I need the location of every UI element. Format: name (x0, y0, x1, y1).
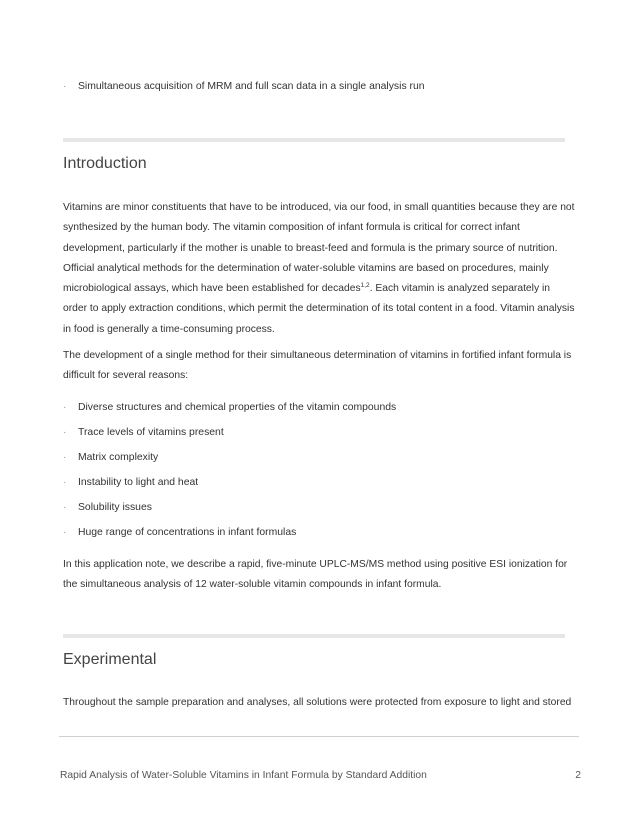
citation-superscript: 1,2 (360, 282, 370, 290)
bullet-icon: · (63, 527, 67, 538)
list-item (63, 426, 224, 440)
section-divider (63, 634, 565, 638)
bullet-text: Simultaneous acquisition of MRM and full scan data in a single analysis run (78, 81, 425, 92)
list-item (63, 80, 425, 94)
section-heading-experimental: Experimental (63, 651, 157, 668)
list-item (63, 401, 396, 415)
list-item (63, 501, 152, 515)
footer-divider (59, 736, 579, 737)
footer-title: Rapid Analysis of Water-Soluble Vitamins in Infant Formula by Standard Addition (60, 770, 427, 781)
intro-paragraph-1-text-b: . Each vitamin is analyzed separately in order to apply extraction conditions, which permit the determination of its total content in a food. Vitamin analysis in food is generally a time-consuming process. (63, 283, 575, 335)
bullet-icon: · (63, 81, 67, 92)
list-item (63, 451, 158, 465)
intro-paragraph-1 (63, 198, 575, 340)
bullet-text: Solubility issues (78, 502, 152, 513)
intro-paragraph-2: The development of a single method for their simultaneous determination of vitamins in fortified infant formula is difficult for several reasons: (63, 350, 572, 382)
intro-paragraph-1-text-a: Vitamins are minor constituents that have to be introduced, via our food, in small quantities because they are not synthesized by the human body. The vitamin composition of infant formula is critical for correct infant development, particularly if the mother is unable to breast-feed and formula is the primary source of nutrition. Official analytical methods for the determination of water-soluble vitamins are based on procedures, mainly microbiological assays, which have been established for decades (63, 202, 575, 295)
page-number: 2 (575, 770, 581, 781)
section-divider (63, 138, 565, 142)
bullet-text: Instability to light and heat (78, 477, 199, 488)
experimental-paragraph-1: Throughout the sample preparation and analyses, all solutions were protected from exposure to light and stored (63, 697, 572, 708)
bullet-text: Matrix complexity (78, 452, 159, 463)
intro-paragraph-3: In this application note, we describe a rapid, five-minute UPLC-MS/MS method using positive ESI ionization for the simultaneous analysis of 12 water-soluble vitamin compounds in infant formula. (63, 559, 568, 591)
list-item (63, 526, 296, 540)
section-heading-introduction: Introduction (63, 155, 147, 172)
bullet-text: Diverse structures and chemical properties of the vitamin compounds (78, 402, 397, 413)
bullet-icon: · (63, 452, 67, 463)
bullet-text: Huge range of concentrations in infant formulas (78, 527, 297, 538)
list-item (63, 476, 198, 490)
bullet-text: Trace levels of vitamins present (78, 427, 224, 438)
bullet-icon: · (63, 477, 67, 488)
bullet-icon: · (63, 427, 67, 438)
bullet-icon: · (63, 502, 67, 513)
bullet-icon: · (63, 402, 67, 413)
